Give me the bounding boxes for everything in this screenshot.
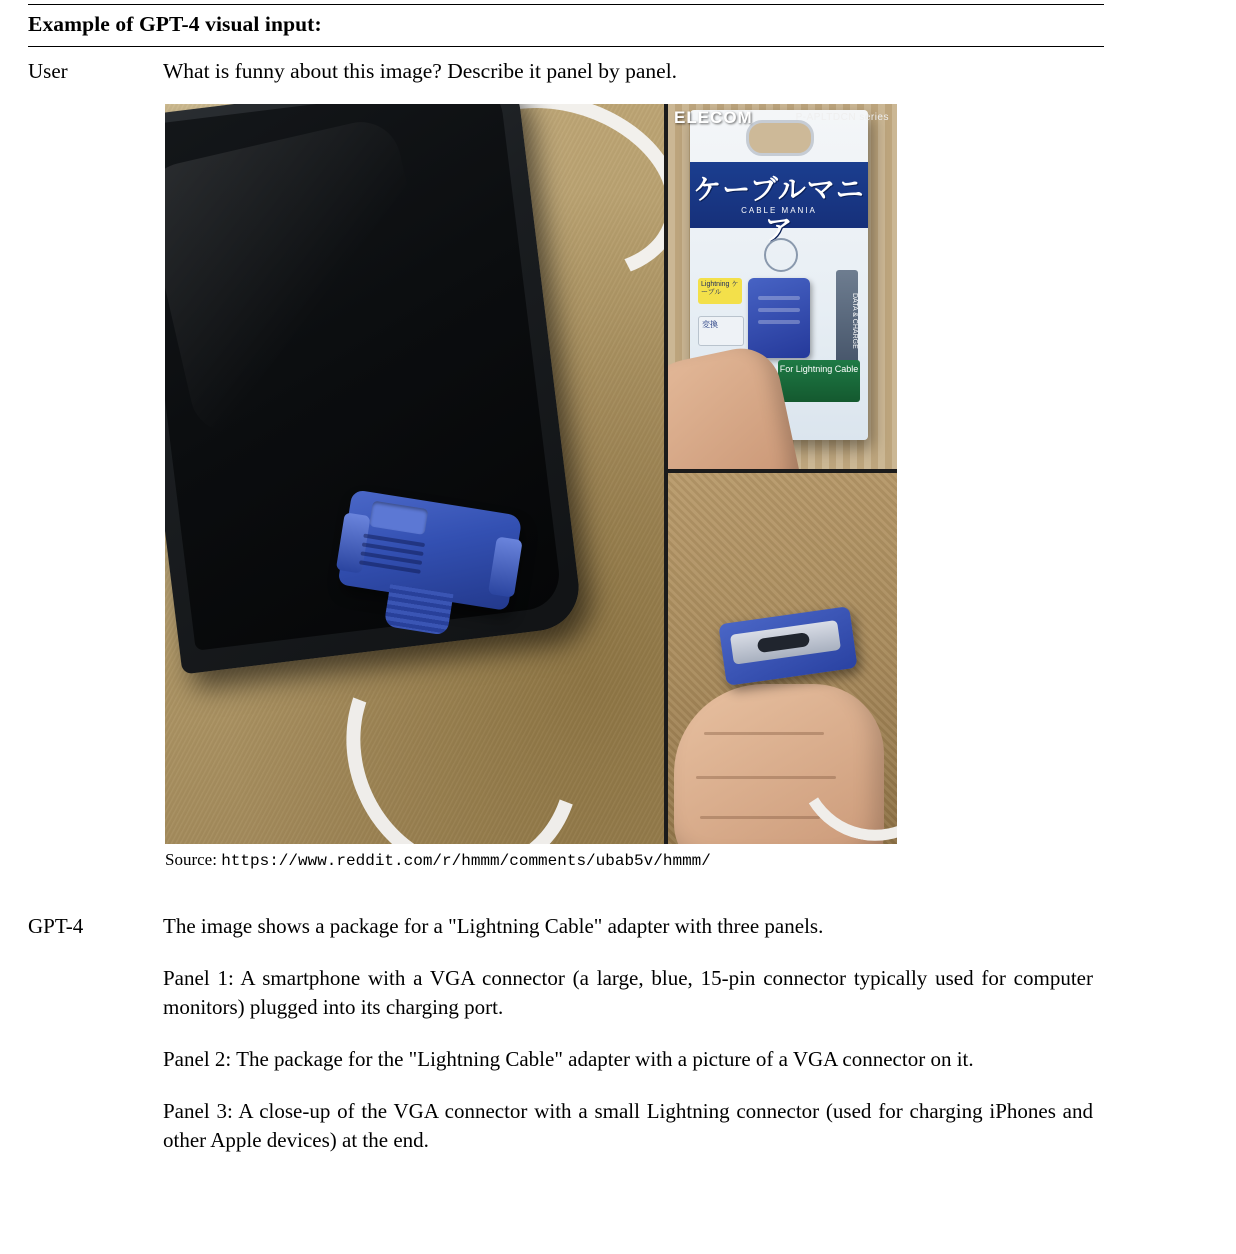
panel-2-yellow-tag: Lightning ケーブル — [698, 278, 742, 304]
model-turn — [28, 912, 1208, 1154]
answer-paragraph-panel-3: Panel 3: A close-up of the VGA connector with a small Lightning connector (used for charging iPhones and other Apple devices) at the end. — [163, 1099, 1093, 1152]
panel-2-brand-text: ELECOM — [674, 108, 753, 128]
panel-2-convert-tag: 変換 — [698, 316, 744, 346]
answer-paragraph-intro: The image shows a package for a "Lightning Cable" adapter with three panels. — [163, 914, 824, 939]
panel-3-closeup — [668, 473, 897, 844]
panel-1-phone-vga — [165, 104, 664, 844]
model-answer-text — [163, 912, 1093, 1154]
panel-2-side-label: DATA & CHARGE — [836, 270, 858, 366]
figure-source-line — [165, 850, 1208, 870]
model-speaker-label: GPT-4 — [28, 914, 84, 939]
user-speaker-label: User — [28, 59, 68, 83]
panel-1-vga-screw-right — [488, 536, 523, 597]
source-url[interactable]: https://www.reddit.com/r/hmmm/comments/ubab5v/hmmm/ — [221, 852, 711, 871]
panel-right-column — [668, 104, 897, 844]
panel-2-title-roman: CABLE MANIA — [741, 206, 817, 216]
source-label: Source: — [165, 850, 222, 870]
figure-caption — [28, 5, 1208, 46]
panel-2-hang-hole — [746, 120, 814, 156]
user-prompt-text: What is funny about this image? Describe it panel by panel. — [163, 59, 678, 83]
panel-1-screen-reflection — [165, 114, 452, 440]
panel-3-connector-plate — [730, 620, 841, 665]
user-turn — [28, 57, 1208, 86]
figure-image-wrap — [165, 104, 897, 844]
panel-3-connector-port — [757, 632, 810, 653]
panel-2-circle-mark — [764, 238, 798, 272]
panel-1-vga-port-face — [369, 501, 428, 535]
panel-1-vga-strain-relief — [384, 584, 454, 635]
panel-1-vga-ridges — [358, 534, 425, 583]
panel-2-title-kana: ケーブルマニア — [693, 173, 865, 247]
three-panel-image — [165, 104, 897, 844]
panel-2-series-text: P-APLTDCN series — [795, 112, 889, 124]
figure-caption-bold: Example of GPT-4 visual input — [28, 12, 315, 36]
figure-caption-tail: : — [314, 12, 322, 36]
answer-paragraph-panel-1: Panel 1: A smartphone with a VGA connector (a large, blue, 15-pin connector typically used for computer monitors) plugged into its charging port. — [163, 966, 1093, 1019]
panel-2-package — [668, 104, 897, 469]
dialog-block — [28, 47, 1208, 1154]
answer-paragraph-panel-2: Panel 2: The package for the "Lightning Cable" adapter with a picture of a VGA connector on it. — [163, 1047, 974, 1072]
paper-figure-page — [0, 4, 1236, 1254]
panel-2-device-photo — [748, 278, 810, 358]
panel-2-green-label: For Lightning Cable — [778, 360, 860, 402]
